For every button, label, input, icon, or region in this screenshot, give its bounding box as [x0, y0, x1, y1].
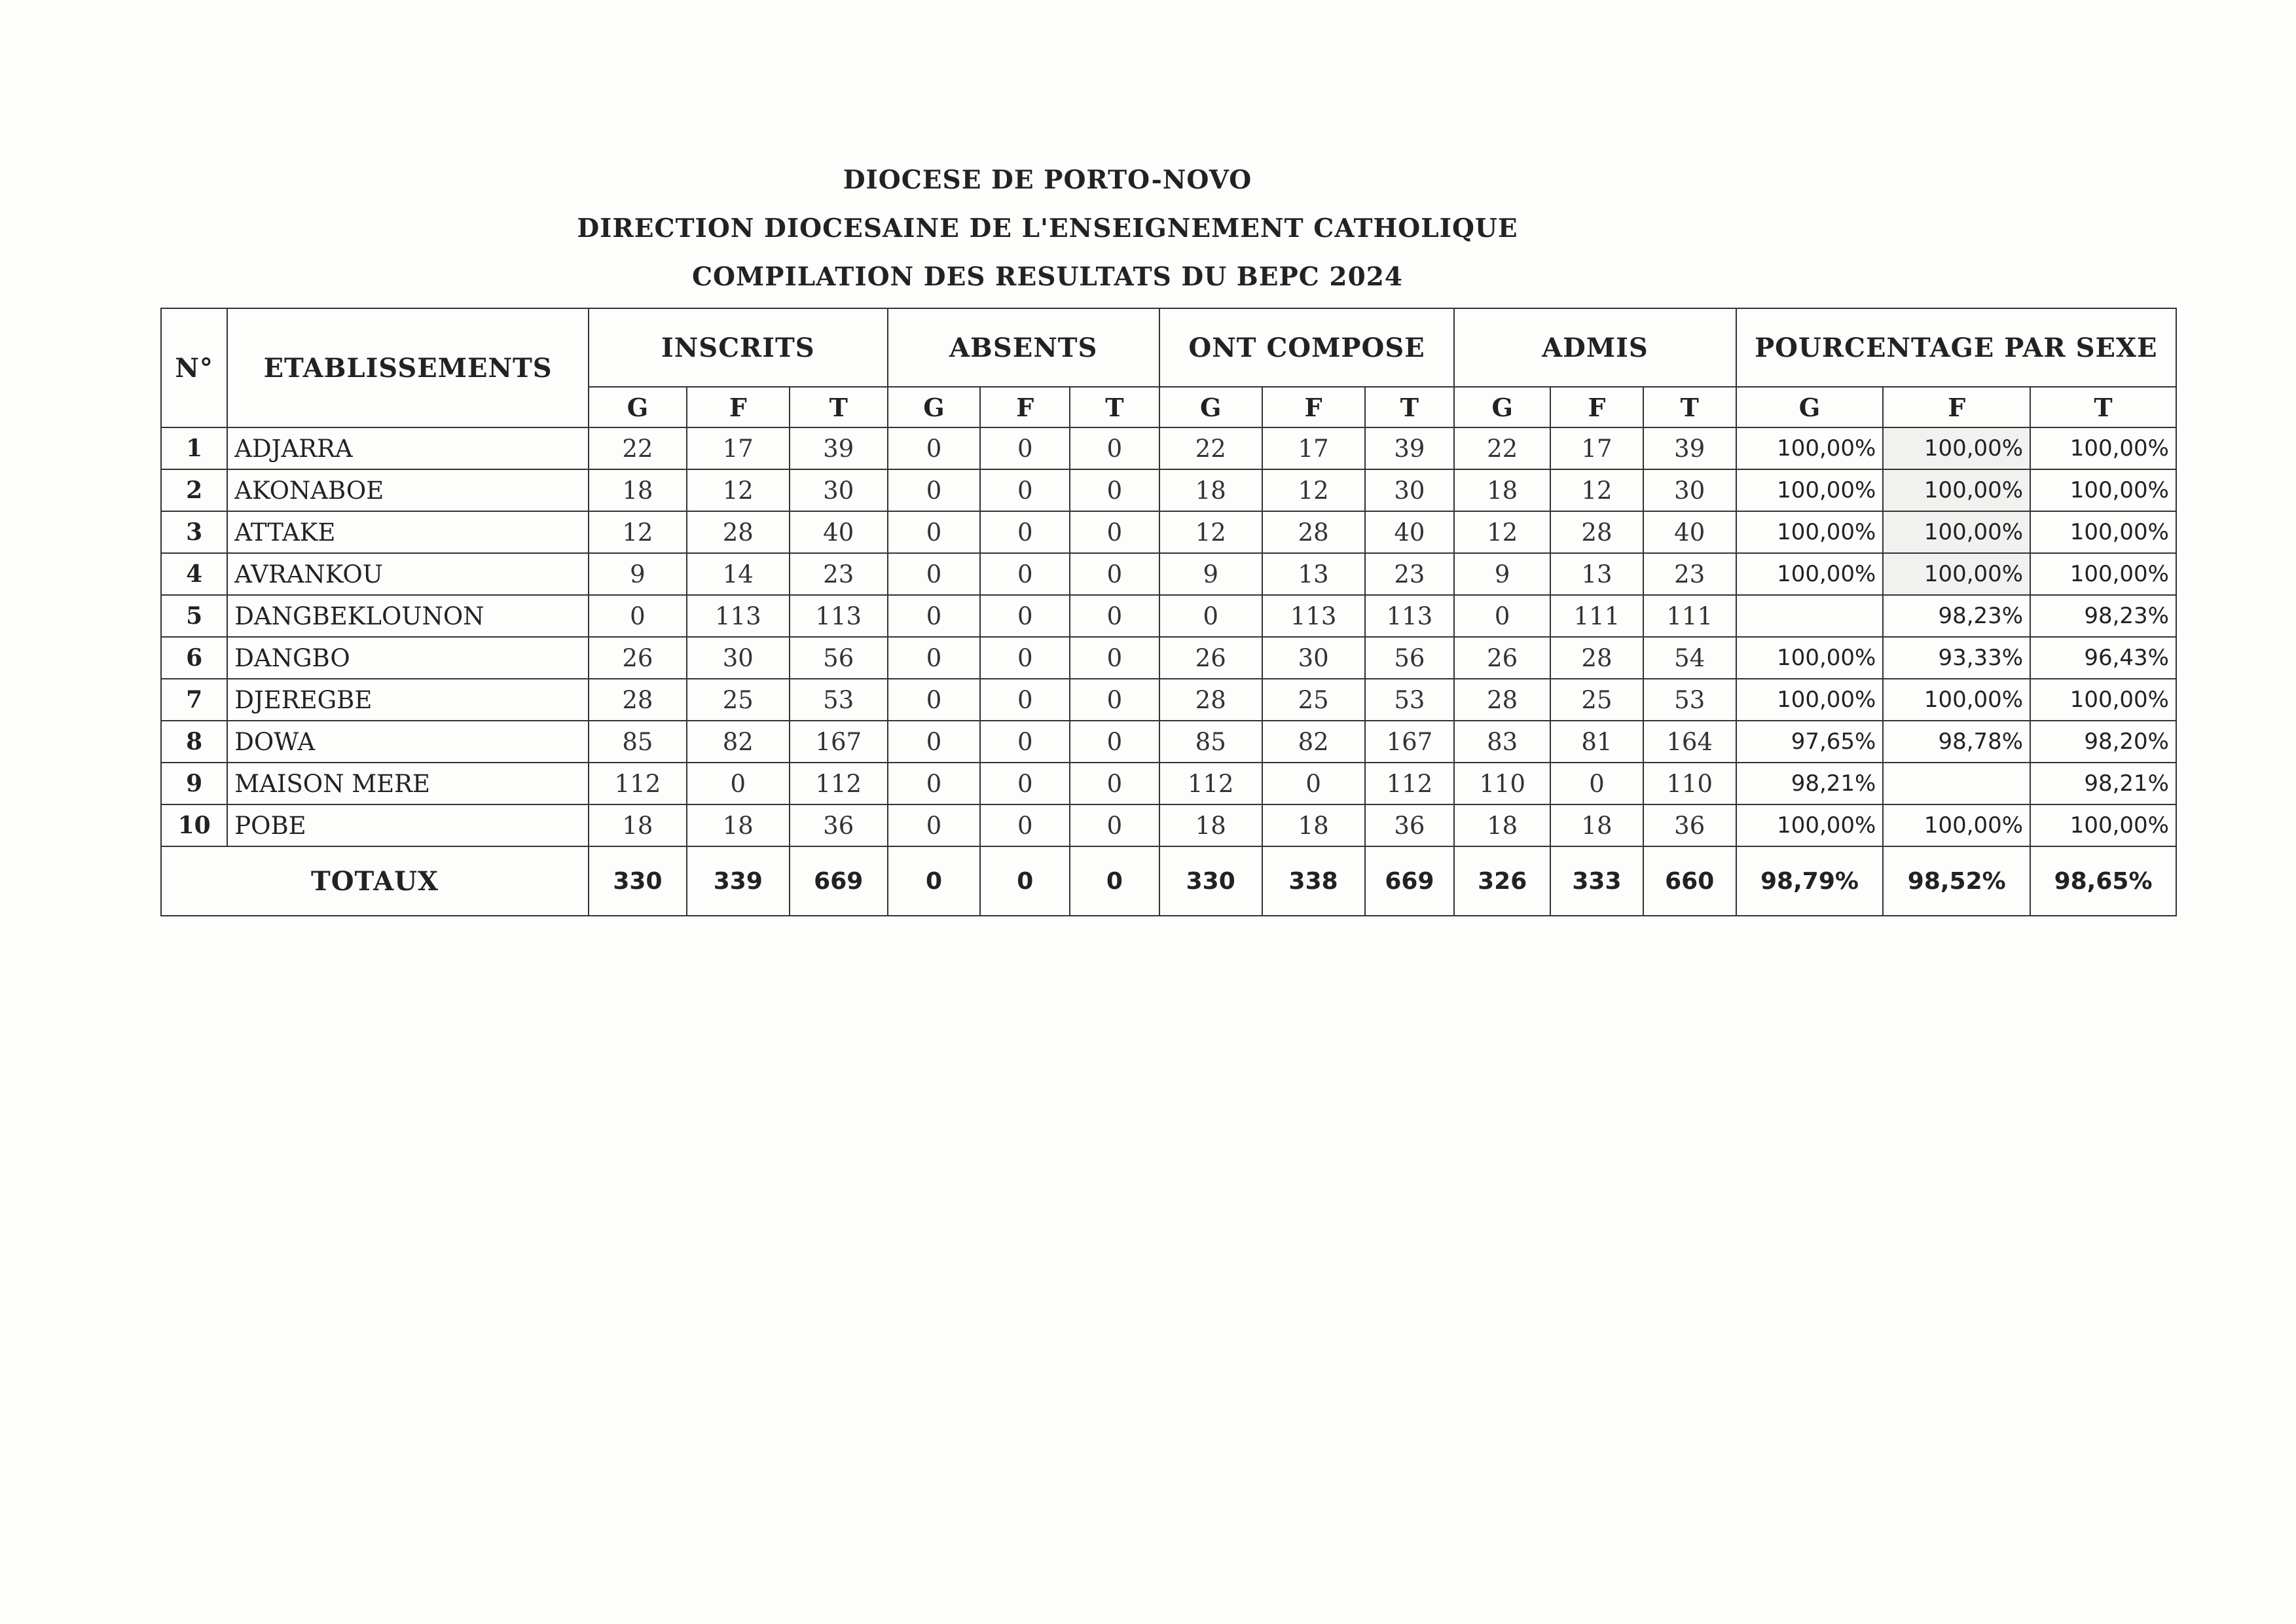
table-row: [161, 595, 2176, 637]
cell-admis-t: 54: [1643, 637, 1736, 679]
total-absents-g: 0: [888, 846, 981, 916]
total-admis-f: 333: [1550, 846, 1643, 916]
cell-admis-f: 28: [1550, 511, 1643, 553]
cell-compose-f: 28: [1262, 511, 1365, 553]
establishment-name: ADJARRA: [227, 427, 589, 469]
table-row: [161, 637, 2176, 679]
cell-compose-f: 17: [1262, 427, 1365, 469]
cell-absents-f: 0: [980, 595, 1070, 637]
cell-absents-t: 0: [1070, 553, 1159, 595]
cell-inscrits-f: 12: [687, 469, 790, 511]
cell-compose-g: 112: [1159, 763, 1262, 804]
cell-pourcentage-f: 98,78%: [1883, 721, 2030, 763]
cell-compose-f: 0: [1262, 763, 1365, 804]
subheader-f: F: [1262, 387, 1365, 427]
cell-absents-g: 0: [888, 595, 981, 637]
cell-absents-f: 0: [980, 721, 1070, 763]
header-ont-compose: ONT COMPOSE: [1159, 308, 1455, 387]
cell-admis-f: 17: [1550, 427, 1643, 469]
cell-admis-t: 110: [1643, 763, 1736, 804]
subheader-t: T: [1070, 387, 1159, 427]
cell-inscrits-f: 113: [687, 595, 790, 637]
cell-pourcentage-g: 100,00%: [1736, 427, 1884, 469]
total-pourcentage-f: 98,52%: [1883, 846, 2030, 916]
cell-inscrits-f: 82: [687, 721, 790, 763]
header-admis: ADMIS: [1454, 308, 1736, 387]
cell-compose-t: 113: [1365, 595, 1455, 637]
row-number: 3: [161, 511, 227, 553]
subheader-g: G: [1454, 387, 1550, 427]
cell-pourcentage-f: 100,00%: [1883, 679, 2030, 721]
cell-compose-g: 85: [1159, 721, 1262, 763]
total-inscrits-g: 330: [589, 846, 687, 916]
cell-pourcentage-g: 100,00%: [1736, 469, 1884, 511]
cell-admis-g: 12: [1454, 511, 1550, 553]
cell-pourcentage-f: 100,00%: [1883, 553, 2030, 595]
cell-admis-g: 18: [1454, 804, 1550, 846]
cell-pourcentage-f: 100,00%: [1883, 469, 2030, 511]
cell-pourcentage-t: 100,00%: [2030, 427, 2176, 469]
cell-inscrits-t: 30: [790, 469, 888, 511]
cell-compose-f: 13: [1262, 553, 1365, 595]
cell-compose-g: 12: [1159, 511, 1262, 553]
cell-pourcentage-t: 100,00%: [2030, 553, 2176, 595]
row-number: 9: [161, 763, 227, 804]
table-body: [161, 427, 2176, 916]
subheader-f: F: [1883, 387, 2030, 427]
cell-admis-t: 30: [1643, 469, 1736, 511]
cell-admis-f: 28: [1550, 637, 1643, 679]
cell-inscrits-g: 18: [589, 469, 687, 511]
subheader-g: G: [1736, 387, 1884, 427]
cell-absents-g: 0: [888, 679, 981, 721]
total-compose-t: 669: [1365, 846, 1455, 916]
totals-row: [161, 846, 2176, 916]
cell-compose-g: 18: [1159, 804, 1262, 846]
cell-pourcentage-g: 97,65%: [1736, 721, 1884, 763]
total-inscrits-t: 669: [790, 846, 888, 916]
cell-absents-f: 0: [980, 804, 1070, 846]
cell-compose-g: 18: [1159, 469, 1262, 511]
subheader-g: G: [589, 387, 687, 427]
row-number: 2: [161, 469, 227, 511]
row-number: 6: [161, 637, 227, 679]
establishment-name: DJEREGBE: [227, 679, 589, 721]
subheader-f: F: [980, 387, 1070, 427]
cell-pourcentage-f: 93,33%: [1883, 637, 2030, 679]
cell-pourcentage-t: 98,20%: [2030, 721, 2176, 763]
cell-pourcentage-t: 100,00%: [2030, 469, 2176, 511]
cell-absents-f: 0: [980, 427, 1070, 469]
cell-compose-g: 26: [1159, 637, 1262, 679]
header-absents: ABSENTS: [888, 308, 1159, 387]
cell-admis-f: 25: [1550, 679, 1643, 721]
total-inscrits-f: 339: [687, 846, 790, 916]
cell-inscrits-g: 22: [589, 427, 687, 469]
cell-absents-g: 0: [888, 469, 981, 511]
cell-pourcentage-f: 100,00%: [1883, 511, 2030, 553]
cell-pourcentage-g: 100,00%: [1736, 679, 1884, 721]
cell-admis-t: 164: [1643, 721, 1736, 763]
cell-absents-f: 0: [980, 763, 1070, 804]
establishment-name: MAISON MERE: [227, 763, 589, 804]
cell-admis-t: 36: [1643, 804, 1736, 846]
cell-admis-f: 0: [1550, 763, 1643, 804]
cell-absents-g: 0: [888, 427, 981, 469]
subheader-t: T: [2030, 387, 2176, 427]
cell-inscrits-g: 28: [589, 679, 687, 721]
total-compose-g: 330: [1159, 846, 1262, 916]
cell-pourcentage-g: 100,00%: [1736, 637, 1884, 679]
header-etablissements: ETABLISSEMENTS: [227, 308, 589, 427]
row-number: 5: [161, 595, 227, 637]
cell-compose-t: 23: [1365, 553, 1455, 595]
total-compose-f: 338: [1262, 846, 1365, 916]
cell-absents-t: 0: [1070, 637, 1159, 679]
cell-compose-t: 40: [1365, 511, 1455, 553]
cell-inscrits-f: 30: [687, 637, 790, 679]
row-number: 10: [161, 804, 227, 846]
cell-admis-f: 81: [1550, 721, 1643, 763]
cell-pourcentage-g: [1736, 595, 1884, 637]
cell-inscrits-g: 12: [589, 511, 687, 553]
cell-compose-t: 56: [1365, 637, 1455, 679]
cell-admis-g: 83: [1454, 721, 1550, 763]
cell-admis-g: 22: [1454, 427, 1550, 469]
establishment-name: DOWA: [227, 721, 589, 763]
cell-absents-t: 0: [1070, 469, 1159, 511]
cell-pourcentage-f: 100,00%: [1883, 804, 2030, 846]
total-admis-g: 326: [1454, 846, 1550, 916]
cell-inscrits-g: 85: [589, 721, 687, 763]
cell-pourcentage-t: 98,21%: [2030, 763, 2176, 804]
cell-absents-g: 0: [888, 637, 981, 679]
establishment-name: AKONABOE: [227, 469, 589, 511]
table-row: [161, 804, 2176, 846]
cell-pourcentage-f: 98,23%: [1883, 595, 2030, 637]
header-number: N°: [161, 308, 227, 427]
cell-absents-t: 0: [1070, 595, 1159, 637]
cell-absents-t: 0: [1070, 763, 1159, 804]
table-row: [161, 553, 2176, 595]
cell-compose-f: 12: [1262, 469, 1365, 511]
cell-pourcentage-t: 98,23%: [2030, 595, 2176, 637]
cell-pourcentage-t: 100,00%: [2030, 804, 2176, 846]
cell-compose-g: 9: [1159, 553, 1262, 595]
cell-pourcentage-t: 100,00%: [2030, 679, 2176, 721]
header-pourcentage-par-sexe: POURCENTAGE PAR SEXE: [1736, 308, 2176, 387]
cell-admis-f: 111: [1550, 595, 1643, 637]
cell-pourcentage-g: 100,00%: [1736, 511, 1884, 553]
cell-absents-g: 0: [888, 553, 981, 595]
cell-compose-t: 39: [1365, 427, 1455, 469]
cell-inscrits-t: 167: [790, 721, 888, 763]
cell-inscrits-t: 56: [790, 637, 888, 679]
cell-admis-t: 40: [1643, 511, 1736, 553]
cell-inscrits-t: 39: [790, 427, 888, 469]
subheader-t: T: [1365, 387, 1455, 427]
cell-admis-g: 28: [1454, 679, 1550, 721]
total-admis-t: 660: [1643, 846, 1736, 916]
cell-inscrits-t: 112: [790, 763, 888, 804]
cell-absents-g: 0: [888, 511, 981, 553]
cell-pourcentage-t: 96,43%: [2030, 637, 2176, 679]
cell-inscrits-t: 40: [790, 511, 888, 553]
establishment-name: DANGBEKLOUNON: [227, 595, 589, 637]
cell-absents-f: 0: [980, 637, 1070, 679]
subheader-g: G: [888, 387, 981, 427]
cell-absents-f: 0: [980, 553, 1070, 595]
total-pourcentage-g: 98,79%: [1736, 846, 1884, 916]
table-row: [161, 679, 2176, 721]
subheader-g: G: [1159, 387, 1262, 427]
cell-absents-g: 0: [888, 763, 981, 804]
totals-label: TOTAUX: [161, 846, 589, 916]
cell-admis-g: 0: [1454, 595, 1550, 637]
table-row: [161, 721, 2176, 763]
header-direction: DIRECTION DIOCESAINE DE L'ENSEIGNEMENT CATHOLIQUE: [577, 213, 1518, 244]
cell-inscrits-g: 112: [589, 763, 687, 804]
row-number: 8: [161, 721, 227, 763]
establishment-name: DANGBO: [227, 637, 589, 679]
row-number: 1: [161, 427, 227, 469]
establishment-name: ATTAKE: [227, 511, 589, 553]
cell-pourcentage-t: 100,00%: [2030, 511, 2176, 553]
cell-admis-g: 110: [1454, 763, 1550, 804]
cell-compose-f: 113: [1262, 595, 1365, 637]
header-inscrits: INSCRITS: [589, 308, 888, 387]
subheader-f: F: [1550, 387, 1643, 427]
cell-compose-g: 22: [1159, 427, 1262, 469]
cell-inscrits-f: 17: [687, 427, 790, 469]
cell-admis-g: 18: [1454, 469, 1550, 511]
cell-absents-f: 0: [980, 511, 1070, 553]
header-compilation-title: COMPILATION DES RESULTATS DU BEPC 2024: [692, 262, 1403, 292]
cell-absents-g: 0: [888, 804, 981, 846]
document-header: [0, 156, 2095, 301]
total-pourcentage-t: 98,65%: [2030, 846, 2176, 916]
table-row: [161, 427, 2176, 469]
cell-admis-t: 39: [1643, 427, 1736, 469]
cell-inscrits-g: 0: [589, 595, 687, 637]
establishment-name: AVRANKOU: [227, 553, 589, 595]
cell-admis-f: 13: [1550, 553, 1643, 595]
cell-absents-t: 0: [1070, 721, 1159, 763]
cell-compose-g: 28: [1159, 679, 1262, 721]
subheader-f: F: [687, 387, 790, 427]
table-row: [161, 511, 2176, 553]
subheader-t: T: [1643, 387, 1736, 427]
cell-admis-g: 26: [1454, 637, 1550, 679]
cell-compose-f: 25: [1262, 679, 1365, 721]
cell-compose-f: 18: [1262, 804, 1365, 846]
cell-inscrits-f: 18: [687, 804, 790, 846]
cell-admis-t: 53: [1643, 679, 1736, 721]
cell-admis-f: 18: [1550, 804, 1643, 846]
cell-inscrits-f: 14: [687, 553, 790, 595]
subheader-t: T: [790, 387, 888, 427]
cell-inscrits-t: 113: [790, 595, 888, 637]
table-row: [161, 763, 2176, 804]
cell-absents-t: 0: [1070, 804, 1159, 846]
cell-pourcentage-g: 100,00%: [1736, 553, 1884, 595]
cell-compose-t: 53: [1365, 679, 1455, 721]
cell-absents-f: 0: [980, 679, 1070, 721]
cell-pourcentage-g: 100,00%: [1736, 804, 1884, 846]
cell-admis-f: 12: [1550, 469, 1643, 511]
establishment-name: POBE: [227, 804, 589, 846]
cell-absents-t: 0: [1070, 427, 1159, 469]
cell-absents-f: 0: [980, 469, 1070, 511]
total-absents-t: 0: [1070, 846, 1159, 916]
row-number: 7: [161, 679, 227, 721]
cell-inscrits-g: 9: [589, 553, 687, 595]
row-number: 4: [161, 553, 227, 595]
cell-inscrits-t: 23: [790, 553, 888, 595]
cell-compose-f: 30: [1262, 637, 1365, 679]
table-row: [161, 469, 2176, 511]
cell-pourcentage-f: [1883, 763, 2030, 804]
cell-pourcentage-f: 100,00%: [1883, 427, 2030, 469]
total-absents-f: 0: [980, 846, 1070, 916]
cell-compose-t: 36: [1365, 804, 1455, 846]
cell-inscrits-t: 36: [790, 804, 888, 846]
cell-absents-t: 0: [1070, 679, 1159, 721]
cell-absents-t: 0: [1070, 511, 1159, 553]
cell-compose-t: 167: [1365, 721, 1455, 763]
cell-inscrits-f: 28: [687, 511, 790, 553]
cell-admis-t: 23: [1643, 553, 1736, 595]
cell-compose-f: 82: [1262, 721, 1365, 763]
cell-admis-t: 111: [1643, 595, 1736, 637]
cell-inscrits-g: 18: [589, 804, 687, 846]
header-diocese: DIOCESE DE PORTO-NOVO: [843, 165, 1252, 195]
cell-absents-g: 0: [888, 721, 981, 763]
cell-inscrits-g: 26: [589, 637, 687, 679]
cell-compose-g: 0: [1159, 595, 1262, 637]
results-table: [160, 308, 2177, 916]
cell-compose-t: 112: [1365, 763, 1455, 804]
cell-inscrits-f: 0: [687, 763, 790, 804]
cell-compose-t: 30: [1365, 469, 1455, 511]
cell-admis-g: 9: [1454, 553, 1550, 595]
cell-inscrits-t: 53: [790, 679, 888, 721]
cell-pourcentage-g: 98,21%: [1736, 763, 1884, 804]
cell-inscrits-f: 25: [687, 679, 790, 721]
